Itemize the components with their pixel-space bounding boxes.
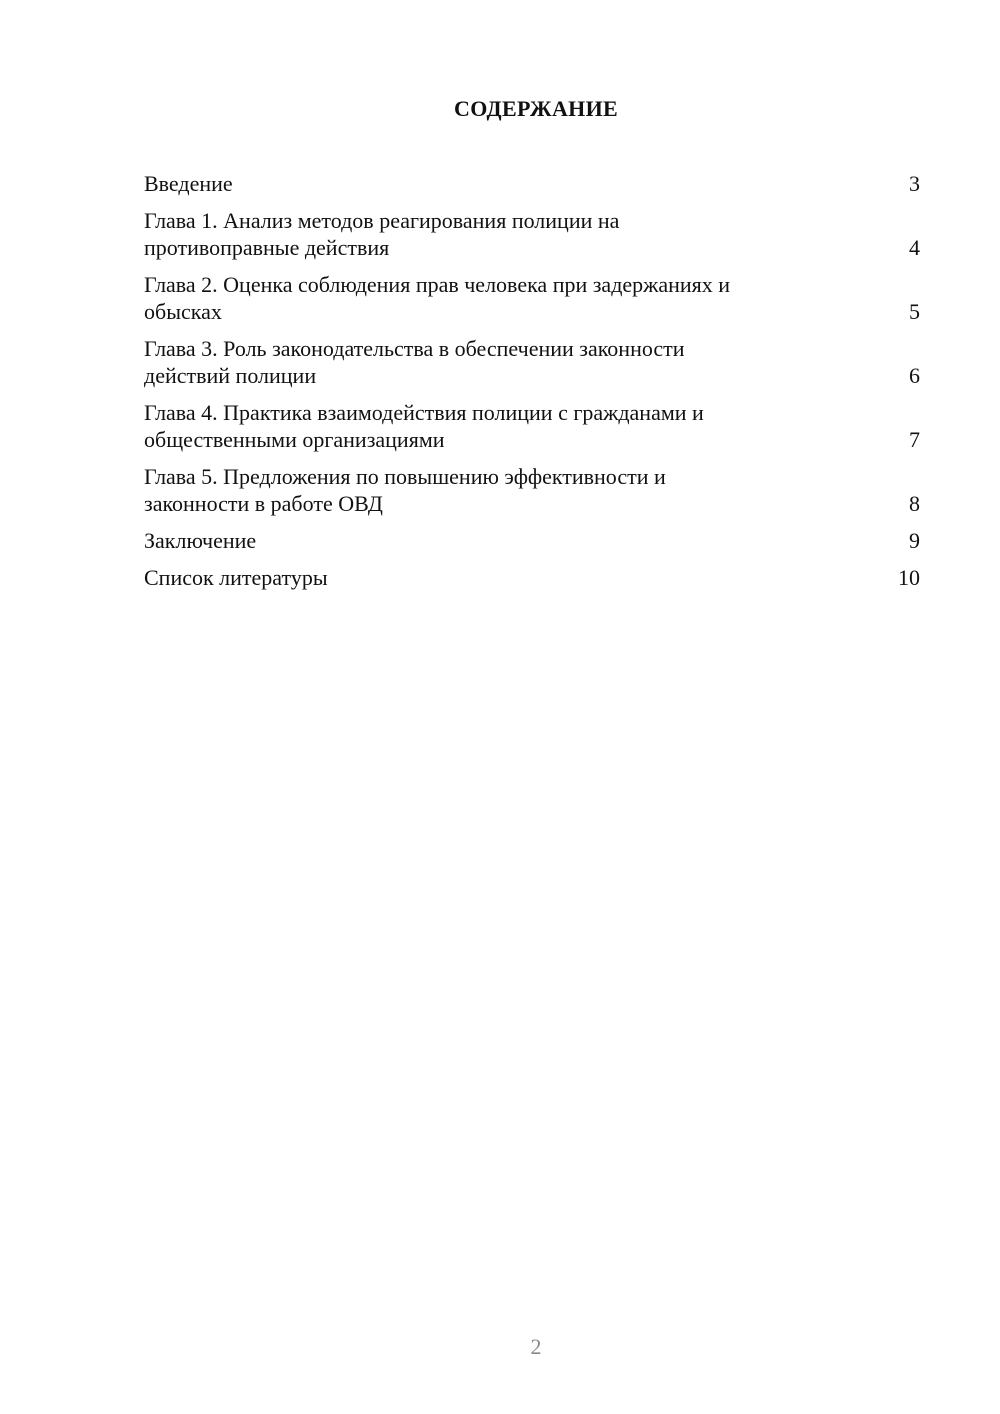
toc-entry-page: 5 xyxy=(909,299,920,324)
toc-entry-title xyxy=(144,335,824,389)
toc-entry-title-line: Глава 5. Предложения по повышению эффективности и xyxy=(144,464,666,489)
toc-entry-introduction xyxy=(144,170,920,197)
toc-entry-title xyxy=(144,463,824,517)
toc-entry-page: 7 xyxy=(909,427,920,452)
toc-entry-page: 9 xyxy=(909,528,920,553)
toc-entry-title-line: противоправные действия xyxy=(144,235,390,260)
toc-entry-page: 6 xyxy=(909,363,920,388)
toc-entry-title xyxy=(144,271,824,325)
toc-entry-title xyxy=(144,170,824,197)
toc-entry-title-line: обысках xyxy=(144,299,222,324)
toc-entry-chapter-4 xyxy=(144,399,920,453)
toc-entry-page: 8 xyxy=(909,491,920,516)
toc-entry-references xyxy=(144,564,920,591)
toc-entry-conclusion xyxy=(144,527,920,554)
page-number: 2 xyxy=(530,1334,542,1359)
toc-entry-title-line: Глава 1. Анализ методов реагирования полиции на xyxy=(144,208,620,233)
toc-entry-title-line: Глава 2. Оценка соблюдения прав человека при задержаниях и xyxy=(144,272,731,297)
toc-entry-page: 4 xyxy=(909,235,920,260)
toc-entry-title-line: законности в работе ОВД xyxy=(144,491,383,516)
table-of-contents xyxy=(144,170,920,601)
toc-entry-chapter-1 xyxy=(144,207,920,261)
toc-entry-title-line: Список литературы xyxy=(144,565,328,590)
toc-entry-chapter-2 xyxy=(144,271,920,325)
toc-entry-chapter-3 xyxy=(144,335,920,389)
toc-entry-title xyxy=(144,207,824,261)
toc-entry-page: 3 xyxy=(909,171,920,196)
toc-entry-title-line: Глава 4. Практика взаимодействия полиции с гражданами и xyxy=(144,400,704,425)
toc-entry-title-line: общественными организациями xyxy=(144,427,445,452)
toc-entry-title-line: Введение xyxy=(144,171,233,196)
toc-entry-title xyxy=(144,564,824,591)
toc-entry-title-line: действий полиции xyxy=(144,363,317,388)
toc-entry-title xyxy=(144,399,824,453)
toc-entry-title-line: Глава 3. Роль законодательства в обеспечении законности xyxy=(144,336,685,361)
toc-entry-chapter-5 xyxy=(144,463,920,517)
toc-entry-page: 10 xyxy=(898,565,920,590)
page-title: СОДЕРЖАНИЕ xyxy=(454,96,618,121)
toc-entry-title xyxy=(144,527,824,554)
toc-entry-title-line: Заключение xyxy=(144,528,257,553)
